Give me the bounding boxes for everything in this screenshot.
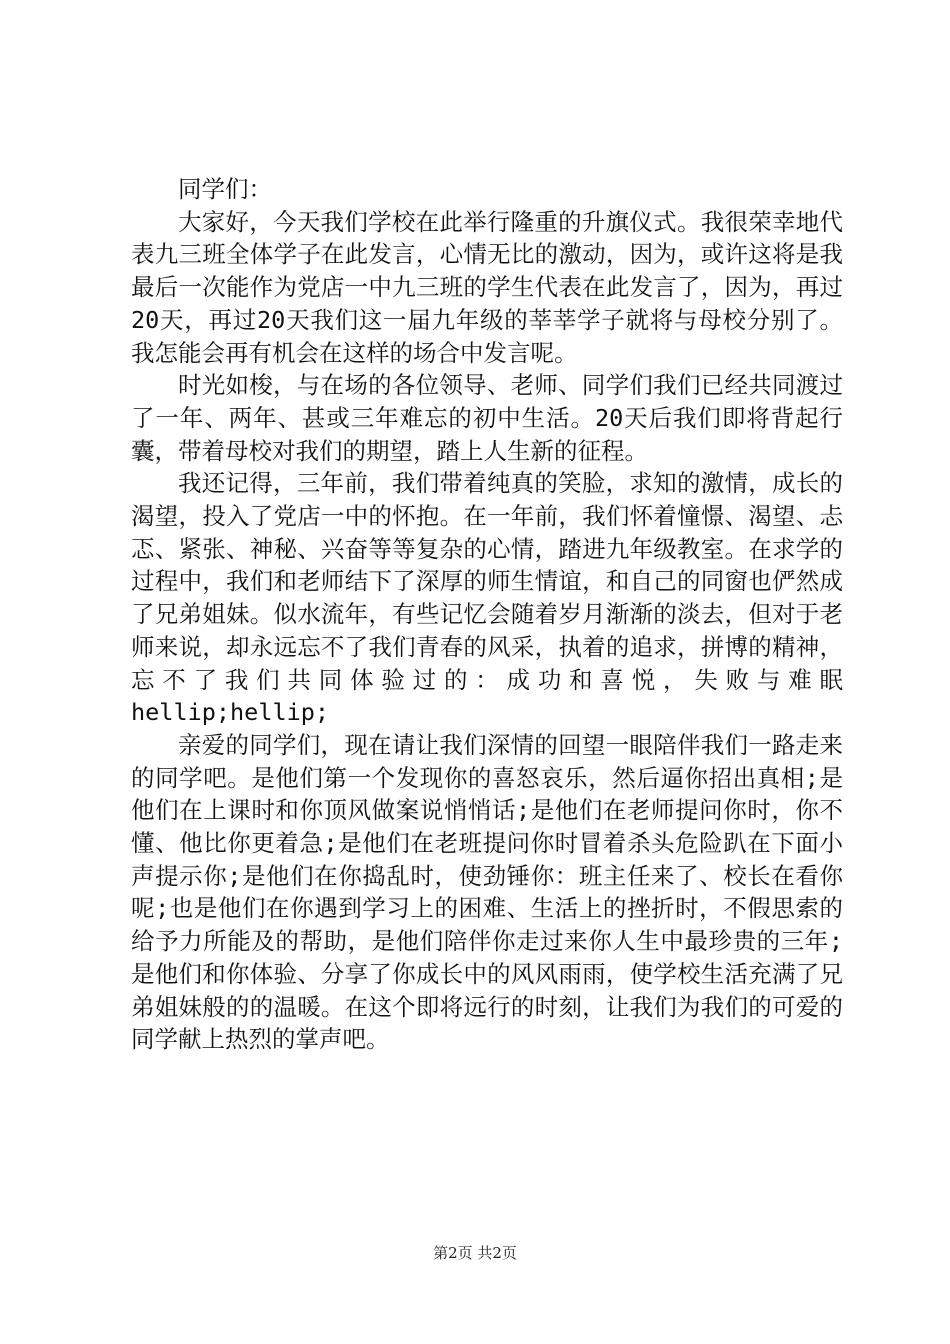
greeting-line: 同学们：: [178, 175, 272, 203]
paragraph-opening: 大家好，今天我们学校在此举行隆重的升旗仪式。我很荣幸地代表九三班全体学子在此发言，心情无比的激动，因为，或许这将是我最后一次能作为党店一中九三班的学生代表在此发言了，因为，再过20天，再过20天我们这一届九年级的莘莘学子就将与母校分别了。我怎能会再有机会在这样的场合中发言呢。: [131, 207, 843, 367]
paragraph-memories: 我还记得，三年前，我们带着纯真的笑脸，求知的激情，成长的渴望，投入了党店一中的怀抱。在一年前，我们怀着憧憬、渴望、忐忑、紧张、神秘、兴奋等等复杂的心情，踏进九年级教室。在求学的过程中，我们和老师结下了深厚的师生情谊，和自己的同窗也俨然成了兄弟姐妹。似水流年，有些记忆会随着岁月渐渐的淡去，但对于老师来说，却永远忘不了我们青春的风采，执着的追求，拼博的精神，忘不了我们共同体验过的：成功和喜悦，失败与难眠hellip;hellip;: [131, 469, 843, 727]
page-number-footer: 第2页 共2页: [433, 1244, 517, 1262]
paragraph-classmates: 亲爱的同学们，现在请让我们深情的回望一眼陪伴我们一路走来的同学吧。是他们第一个发现你的喜怒哀乐，然后逼你招出真相;是他们在上课时和你顶风做案说悄悄话;是他们在老师提问你时，你不懂、他比你更着急;是他们在老班提问你时冒着杀头危险趴在下面小声提示你;是他们在你捣乱时，使劲锤你：班主任来了、校长在看你呢;也是他们在你遇到学习上的困难、生活上的挫折时，不假思索的给予力所能及的帮助，是他们陪伴你走过来你人生中最珍贵的三年;是他们和你体验、分享了你成长中的风风雨雨，使学校生活充满了兄弟姐妹般的的温暖。在这个即将远行的时刻，让我们为我们的可爱的同学献上热烈的掌声吧。: [131, 730, 843, 1054]
paragraph-time: 时光如梭，与在场的各位领导、老师、同学们我们已经共同渡过了一年、两年、甚或三年难忘的初中生活。20天后我们即将背起行囊，带着母校对我们的期望，踏上人生新的征程。: [131, 371, 843, 465]
document-body: [131, 173, 843, 1056]
